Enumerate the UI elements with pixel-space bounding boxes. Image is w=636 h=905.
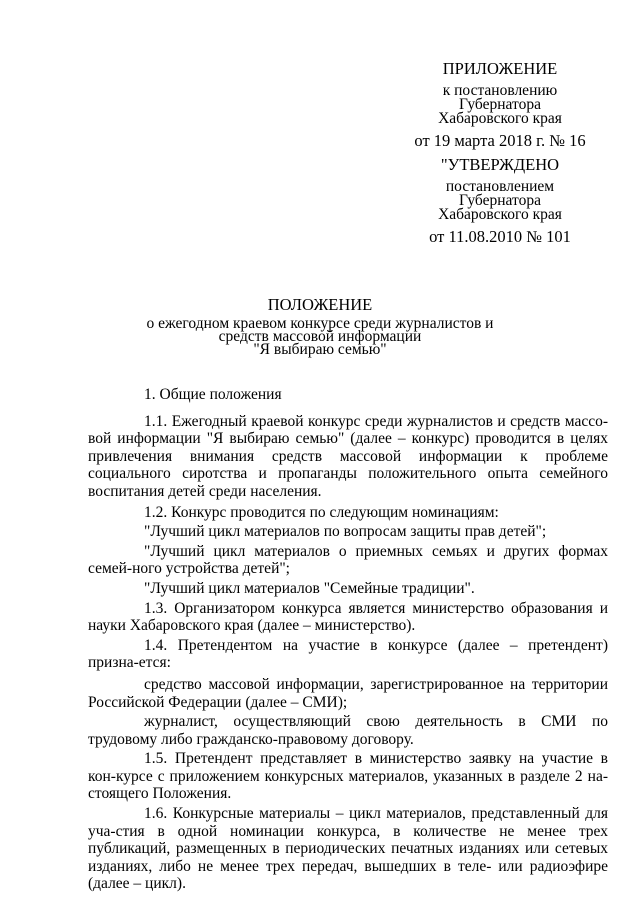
paragraph-1-5: 1.5. Претендент представляет в министерство заявку на участие в кон-курсе с приложением конкурсных материалов, указанных в разделе 2 на-стоящего Положения.: [88, 750, 608, 803]
governor-label: Губернатора: [459, 96, 541, 113]
nomination-3: "Лучший цикл материалов "Семейные традиции".: [144, 579, 475, 597]
nomination-1: "Лучший цикл материалов по вопросам защиты прав детей";: [144, 523, 547, 541]
paragraph-1-4: 1.4. Претендентом на участие в конкурсе (далее – претендент) призна-ется:: [88, 636, 608, 672]
paragraph-1-4-journalist: журналист, осуществляющий свою деятельность в СМИ по трудовому либо гражданско-правовому договору.: [88, 713, 608, 748]
governor2-label: Губернатора: [459, 192, 541, 209]
paragraph-1-1: 1.1. Ежегодный краевой конкурс среди журналистов и средств массо-вой информации "Я выбираю семью" (далее – конкурс) проводится в целях привлечения внимания средств массовой информации к проблеме социального сиротства и пропаганды положительного опыта семейного воспитания детей среди населения.: [88, 412, 608, 500]
section-heading: 1. Общие положения: [144, 386, 282, 403]
paragraph-1-4-media: средство массовой информации, зарегистрированное на территории Российской Федерации (далее – СМИ);: [88, 675, 608, 711]
paragraph-1-2: 1.2. Конкурс проводится по следующим номинациям:: [144, 503, 499, 521]
approved-label: "УТВЕРЖДЕНО: [440, 155, 560, 174]
approval-date-number: от 11.08.2010 № 101: [429, 227, 571, 246]
appendix-header: [405, 59, 595, 246]
to-decree-label: к постановлению: [442, 82, 558, 99]
region-label: Хабаровского края: [438, 110, 562, 127]
section-1: [88, 386, 608, 893]
title-line-1: о ежегодном краевом конкурсе среди журналистов и: [146, 315, 494, 332]
paragraph-1-3: 1.3. Организатором конкурса является министерство образования и науки Хабаровского края (далее – министерство).: [88, 599, 608, 635]
by-decree-label: постановлением: [445, 178, 555, 195]
title-main: ПОЛОЖЕНИЕ: [267, 295, 373, 314]
title-line-3: "Я выбираю семью": [253, 341, 387, 358]
document-title: [120, 297, 520, 356]
decree-date-number: от 19 марта 2018 г. № 16: [414, 131, 586, 150]
nomination-2: "Лучший цикл материалов о приемных семьях и других формах семей-ного устройства детей";: [88, 542, 608, 578]
title-line-2: средств массовой информации: [218, 328, 422, 345]
region2-label: Хабаровского края: [438, 206, 562, 223]
appendix-label: ПРИЛОЖЕНИЕ: [442, 59, 558, 78]
paragraph-1-6: 1.6. Конкурсные материалы – цикл материалов, представленный для уча-стия в одной номинации конкурса, в количестве не менее трех публикаций, размещенных в периодических печатных изданиях или сетевых изданиях, либо не менее трех передач, вышедших в теле- или радиоэфире (далее – цикл).: [88, 805, 608, 893]
